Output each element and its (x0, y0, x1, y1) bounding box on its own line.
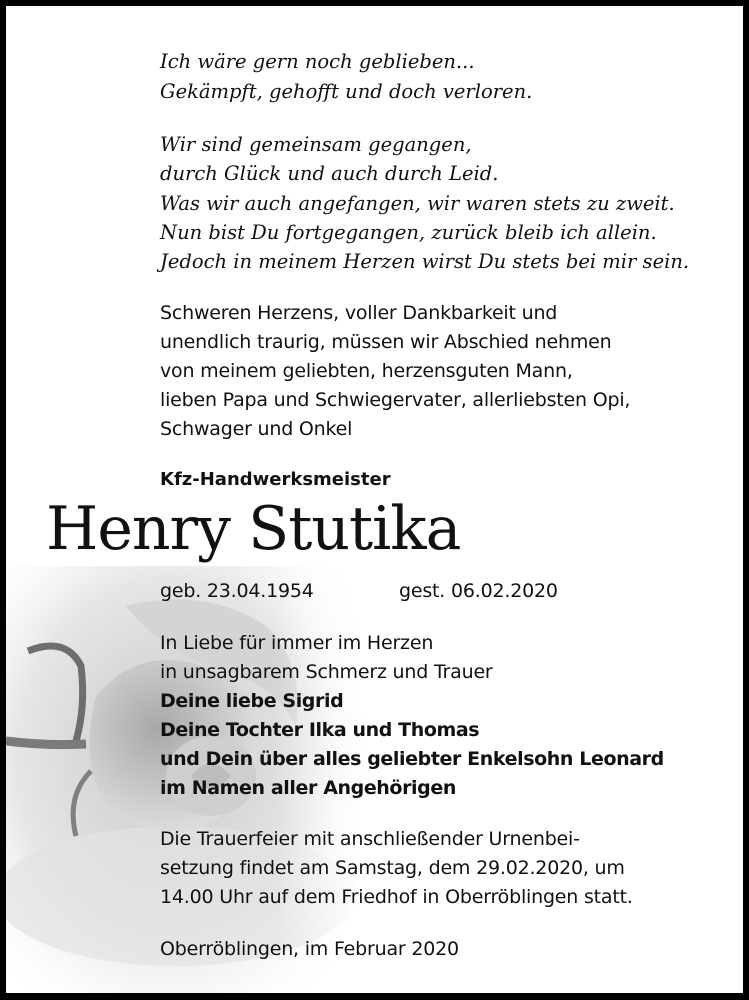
mourner-line: Deine liebe Sigrid (160, 690, 344, 712)
mourner-line: im Namen aller Angehörigen (160, 777, 456, 799)
funeral-info-line: Die Trauerfeier mit anschließender Urnenbei- (160, 828, 580, 850)
mourners-intro-line: In Liebe für immer im Herzen (160, 632, 434, 654)
obituary-content (6, 6, 743, 993)
poem-line: Gekämpft, gehofft und doch verloren. (160, 80, 533, 103)
poem-line: Jedoch in meinem Herzen wirst Du stets bei mir sein. (160, 250, 690, 273)
funeral-info-line: 14.00 Uhr auf dem Friedhof in Oberröblingen statt. (160, 886, 633, 908)
funeral-info-line: setzung findet am Samstag, dem 29.02.2020, um (160, 857, 625, 879)
place-date: Oberröblingen, im Februar 2020 (160, 938, 459, 960)
death-date: gest. 06.02.2020 (399, 580, 558, 602)
mourner-line: Deine Tochter Ilka und Thomas (160, 719, 480, 741)
poem-line: durch Glück und auch durch Leid. (160, 162, 499, 185)
poem-line: Nun bist Du fortgegangen, zurück bleib ich allein. (160, 221, 657, 244)
profession-title: Kfz-Handwerksmeister (160, 469, 391, 490)
obituary-frame (6, 6, 743, 993)
announcement-line: lieben Papa und Schwiegervater, allerliebsten Opi, (160, 389, 631, 411)
deceased-name: Henry Stutika (46, 494, 461, 564)
announcement-line: Schwager und Onkel (160, 418, 353, 440)
poem-line: Wir sind gemeinsam gegangen, (160, 133, 472, 156)
announcement-line: Schweren Herzens, voller Dankbarkeit und (160, 302, 558, 324)
announcement-line: von meinem geliebten, herzensguten Mann, (160, 360, 573, 382)
announcement-line: unendlich traurig, müssen wir Abschied nehmen (160, 331, 612, 353)
poem-line: Was wir auch angefangen, wir waren stets zu zweit. (160, 192, 675, 215)
birth-date: geb. 23.04.1954 (160, 580, 314, 602)
mourner-line: und Dein über alles geliebter Enkelsohn Leonard (160, 748, 664, 770)
poem-line: Ich wäre gern noch geblieben... (160, 50, 475, 73)
mourners-intro-line: in unsagbarem Schmerz und Trauer (160, 661, 493, 683)
